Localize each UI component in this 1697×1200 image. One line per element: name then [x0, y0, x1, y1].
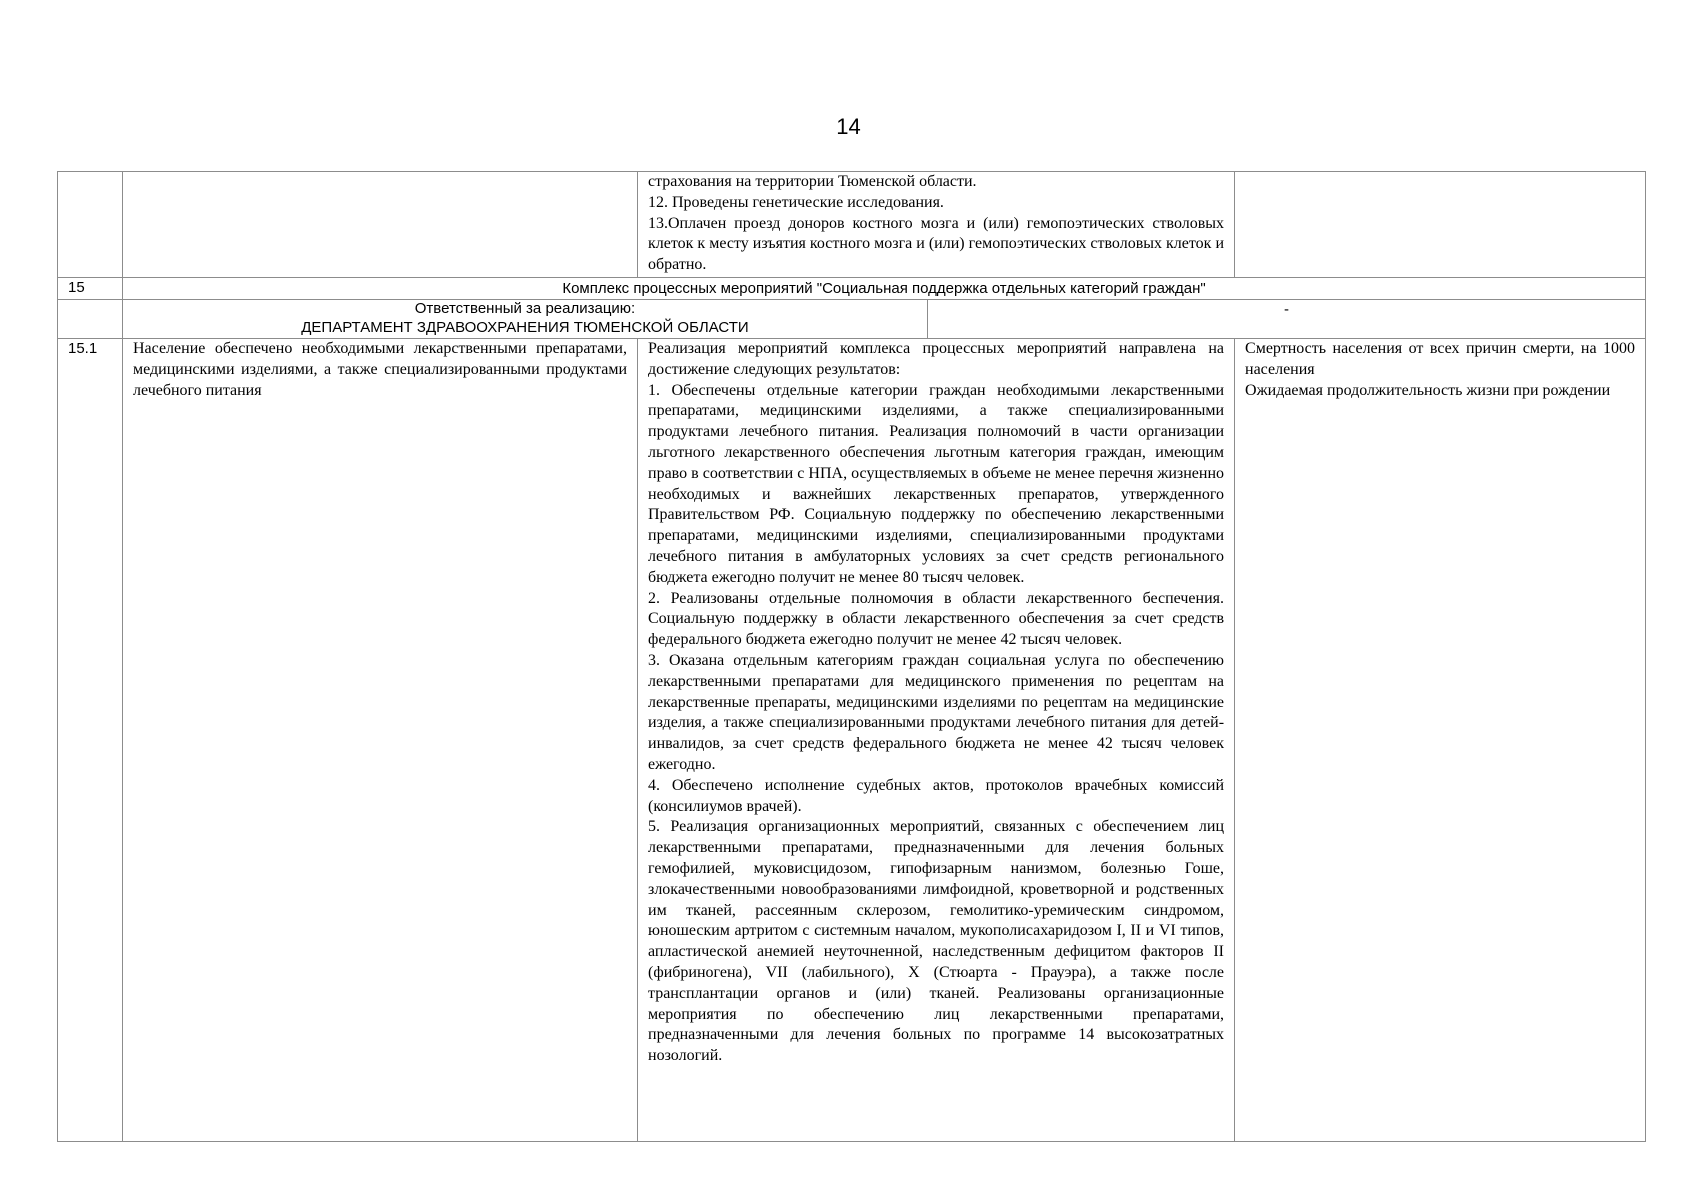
responsible-row	[58, 300, 1646, 339]
page-number: 14	[836, 114, 861, 139]
responsible-cell	[123, 300, 928, 339]
result-item: 12. Проведены генетические исследования.	[648, 193, 944, 211]
responsible-label: Ответственный за реализацию:	[414, 300, 636, 317]
task-description: Население обеспечено необходимыми лекарственными препаратами, медицинскими изделиями, а также специализированными продуктами лечебного питания	[123, 339, 638, 1142]
responsible-department: ДЕПАРТАМЕНТ ЗДРАВООХРАНЕНИЯ ТЮМЕНСКОЙ ОБЛАСТИ	[301, 319, 749, 336]
results-cell	[638, 172, 1235, 278]
continuation-row	[58, 172, 1646, 278]
result-item: 5. Реализация организационных мероприятий, связанных с обеспечением лиц лекарственными препаратами, предназначенными для лечения больных гемофилией, муковисцидозом, гипофизарным нанизмом, болезнью Гоше, злокачественными новообразованиями лимфоидной, кроветворной и родственных им тканей, рассеянным склерозом, гемолитико-уремическим синдромом, юношеским артритом с системным началом, мукополисахаридозом I, II и VI типов, апластической анемией неуточненной, наследственным дефицитом факторов II (фибриногена), VII (лабильного), X (Стюарта - Прауэра), а также после трансплантации органов и (или) тканей. Реализованы организационные мероприятия по обеспечению лиц лекарственными препаратами, предназначенными для лечения больных по программе 14 высокозатратных нозологий.	[648, 818, 1225, 1065]
indicators-cell	[1235, 339, 1646, 1142]
result-item: 3. Оказана отдельным категориям граждан социальная услуга по обеспечению лекарственными препаратами для медицинского применения по рецептам на лекарственные препараты, медицинскими изделиями по рецептам на медицинские изделия, а также специализированными продуктами лечебного питания для детей-инвалидов, за счет средств федерального бюджета не менее 42 тысяч человек ежегодно.	[648, 651, 1225, 773]
task-number: 15.1	[58, 339, 123, 1142]
result-item: 1. Обеспечены отдельные категории граждан необходимыми лекарственными препаратами, медицинскими изделиями, а также специализированными продуктами лечебного питания. Реализация полномочий в части организации льготного лекарственного обеспечения льготным категория граждан, имеющим право в соответствии с НПА, осуществляемых в объеме не менее перечня жизненно необходимых и важнейших лекарственных препаратов, утвержденного Правительством РФ. Социальную поддержку по обеспечению лекарственными препаратами, медицинскими изделиями, специализированными продуктами лечебного питания в амбулаторных условиях за счет средств регионального бюджета ежегодно получит не менее 80 тысяч человек.	[648, 381, 1225, 586]
program-table	[57, 171, 1646, 1142]
indicator-item: Ожидаемая продолжительность жизни при рождении	[1245, 381, 1611, 399]
result-item: 2. Реализованы отдельные полномочия в области лекарственного беспечения. Социальную поддержку в области лекарственного обеспечения за счет средств федерального бюджета ежегодно получит не менее 42 тысяч человек.	[648, 589, 1225, 649]
section-header-row	[58, 278, 1646, 300]
result-item: 13.Оплачен проезд доноров костного мозга и (или) гемопоэтических стволовых клеток к месту изъятия костного мозга и (или) гемопоэтических стволовых клеток и обратно.	[648, 214, 1225, 274]
indicators-cell	[1235, 172, 1646, 278]
result-item: 4. Обеспечено исполнение судебных актов, протоколов врачебных комиссий (консилиумов врачей).	[648, 776, 1225, 815]
task-cell	[123, 172, 638, 278]
row-number-cell	[58, 172, 123, 278]
results-cell	[638, 339, 1235, 1142]
result-item: страхования на территории Тюменской области.	[648, 173, 977, 190]
responsible-other: -	[928, 300, 1646, 339]
section-title: Комплекс процессных мероприятий "Социальная поддержка отдельных категорий граждан"	[123, 278, 1646, 300]
indicator-item: Смертность населения от всех причин смерти, на 1000 населения	[1245, 340, 1636, 378]
task-row	[58, 339, 1646, 1142]
result-item: Реализация мероприятий комплекса процессных мероприятий направлена на достижение следующих результатов:	[648, 340, 1225, 378]
section-number: 15	[58, 278, 123, 300]
row-number-cell	[58, 300, 123, 339]
